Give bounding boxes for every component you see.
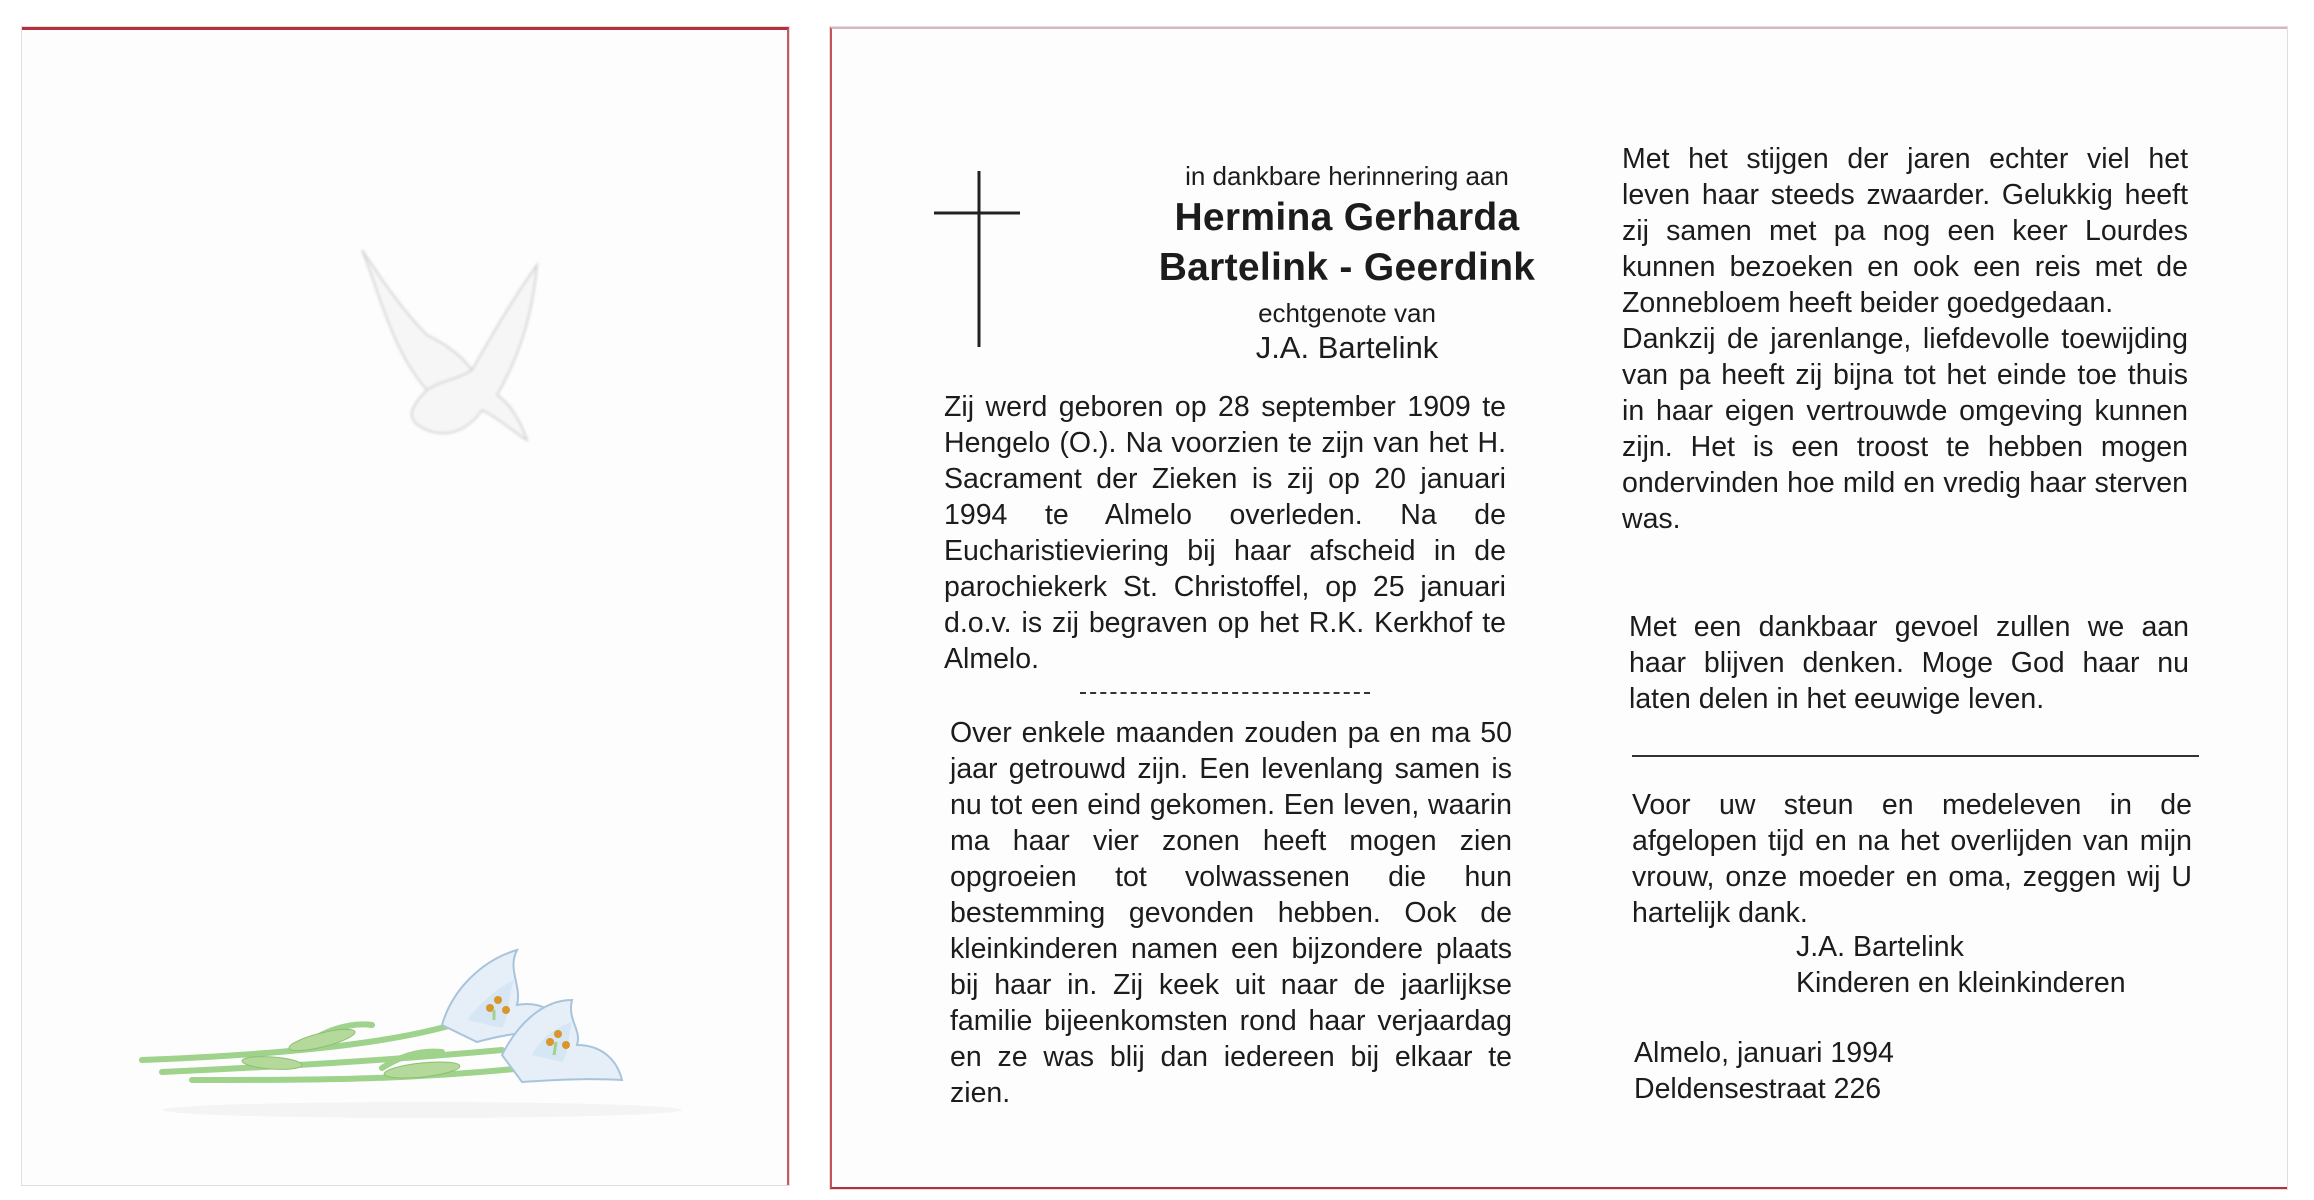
later-years-paragraph bbox=[1622, 141, 2188, 537]
life-text: Over enkele maanden zouden pa en ma 50 jaar getrouwd zijn. Een levenlang samen is nu tot een eind gekomen. Een leven, waarin ma haar vier zonen heeft mogen zien opgroeien tot volwassenen die hun bestemming gevonden hebben. Ook de kleinkinderen namen een bijzondere plaats bij haar in. Zij keek uit naar de jaarlijkse familie bijeenkomsten rond haar verjaardag en ze was blij dan iedereen bij elkaar te zien. bbox=[950, 717, 1512, 1109]
biography-paragraph bbox=[944, 389, 1506, 677]
remembrance-paragraph bbox=[1629, 609, 2189, 717]
signature-family: Kinderen en kleinkinderen bbox=[1796, 967, 2126, 999]
signature-husband: J.A. Bartelink bbox=[1796, 931, 1964, 963]
remembrance-text: Met een dankbaar gevoel zullen we aan haar blijven denken. Moge God haar nu laten delen in het eeuwige leven. bbox=[1629, 611, 2189, 715]
thanks-text: Voor uw steun en medeleven in de afgelopen tijd en na het overlijden van mijn vrouw, onze moeder en oma, zeggen wij U hartelijk dank. bbox=[1632, 789, 2192, 929]
biography-text: Zij werd geboren op 28 september 1909 te Hengelo (O.). Na voorzien te zijn van het H. Sacrament der Zieken is zij op 20 januari 1994 te Almelo overleden. Na de Eucharistieviering bij haar afscheid in de parochiekerk St. Christoffel, op 25 januari d.o.v. is zij begraven op het R.K. Kerkhof te Almelo. bbox=[944, 391, 1506, 675]
thanks-paragraph bbox=[1632, 787, 2192, 931]
dove-emboss-icon bbox=[332, 240, 562, 470]
spouse-name: J.A. Bartelink bbox=[1255, 330, 1439, 365]
lily-flowers-icon bbox=[122, 930, 722, 1130]
intro-text: in dankbare herinnering aan bbox=[1185, 161, 1509, 191]
life-paragraph bbox=[950, 715, 1512, 1111]
dashed-divider bbox=[1080, 692, 1370, 694]
spouse-label: echtgenote van bbox=[1258, 298, 1436, 328]
cross-icon bbox=[932, 169, 1022, 349]
deceased-name-line2: Bartelink - Geerdink bbox=[1158, 246, 1536, 289]
solid-divider bbox=[1632, 755, 2199, 757]
place-date: Almelo, januari 1994 bbox=[1634, 1037, 1894, 1069]
deceased-name-line1: Hermina Gerharda bbox=[1174, 196, 1520, 239]
card-front bbox=[22, 27, 789, 1185]
later-years-text-a: Met het stijgen der jaren echter viel het leven haar steeds zwaarder. Gelukkig heeft zij samen met pa nog een keer Lourdes kunnen bezoeken en ook een reis met de Zonnebloem heeft beider goedgedaan. bbox=[1622, 143, 2188, 319]
card-inside bbox=[830, 27, 2287, 1189]
later-years-text-b: Dankzij de jarenlange, liefdevolle toewijding van pa heeft zij bijna tot het einde toe thuis in haar eigen vertrouwde omgeving kunnen zijn. Het is een troost te hebben mogen ondervinden hoe mild en vredig haar sterven was. bbox=[1622, 323, 2188, 535]
address: Deldensestraat 226 bbox=[1634, 1073, 1882, 1105]
memorial-header bbox=[1032, 159, 1662, 367]
